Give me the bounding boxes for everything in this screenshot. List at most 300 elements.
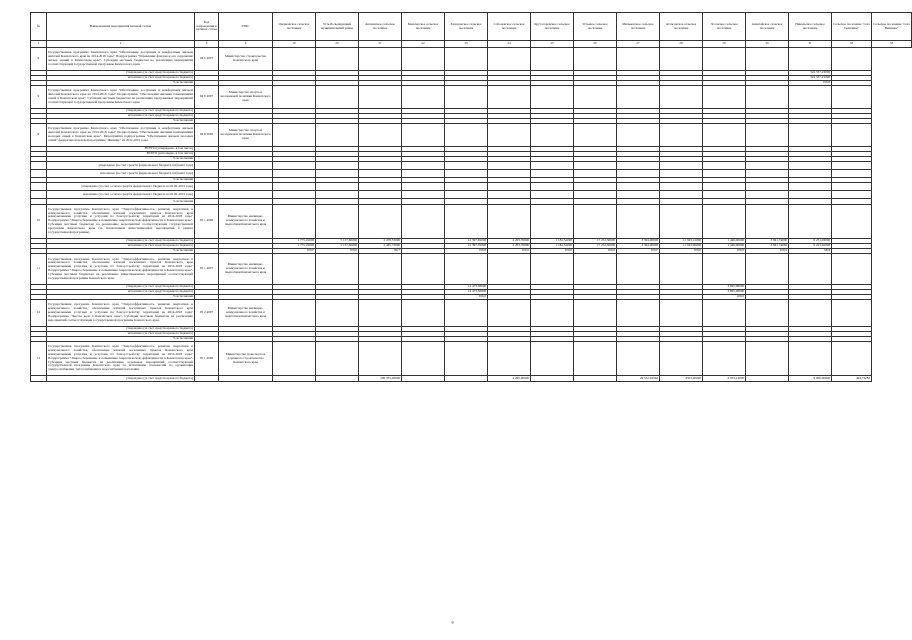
value-cell	[789, 170, 832, 178]
value-cell	[574, 300, 617, 326]
program-description: Государственная программа Камчатского края "Энергоэффективность, развитие энергетики и коммунального хозяйства, обеспечение жителей населенных пунктов Камчатского края коммунальными услугами и услугами по благоустройству территорий на 2014-2018 годы" Подпрограмма "Энергосбережение и повышение энергетической эффективности в Камчатском крае". Субсидии местным бюджетам на реализацию отдельных мероприятий соответствующей государственной программы Камчатского края по исполнению полномочий по организации электроснабжения, теплоснабжения и водоснабжения населения.	[47, 342, 195, 376]
value-cell	[617, 300, 660, 326]
program-row	[31, 342, 912, 376]
grbs-name: Министерство жилищно-коммунального хозяйства и энергетики Камчатского края	[219, 300, 273, 326]
value-cell	[531, 254, 574, 284]
target-code: 04 6 5020	[195, 124, 219, 147]
grbs-name: Министерство транспорта и дорожного строительства Камчатского края	[219, 342, 273, 376]
value-cell	[402, 204, 445, 238]
page-number: 9	[451, 620, 454, 625]
value-cell: 12 397,76000	[445, 243, 488, 248]
value-cell	[617, 48, 660, 71]
value-cell	[402, 254, 445, 284]
value-cell: 1 182,52000	[531, 243, 574, 248]
column-header: Озерновское сельское поселение	[273, 13, 316, 41]
value-cell	[832, 162, 872, 170]
value-cell: 14 473,58000	[445, 289, 488, 294]
value-cell: 11 943,00000	[660, 243, 703, 248]
program-row	[31, 300, 912, 326]
column-header: Кавалерское сельское поселение	[402, 13, 445, 41]
indicator-row	[31, 376, 912, 381]
indicator-label: утверждено (за счет средств краевого бюджета)	[47, 326, 195, 331]
value-cell: 17 252,36000	[574, 238, 617, 243]
column-number: 32	[832, 41, 872, 48]
value-cell	[746, 48, 789, 71]
value-cell	[359, 342, 402, 376]
program-description: Государственная программа Камчатского края "Обеспечение доступным и комфортным жильем жителей Камчатского края на 2014-2018 годы" Подпрограмма "Управление фондом и его сохранение жилых зданий в Камчатском крае". Субсидии местным бюджетам на реализацию мероприятий соответствующей государственной программы Камчатского края.	[47, 48, 195, 71]
column-number: 25	[531, 41, 574, 48]
value-cell	[359, 162, 402, 170]
value-cell	[316, 162, 359, 170]
value-cell	[660, 170, 703, 178]
value-cell: 2 203,76000	[488, 243, 531, 248]
value-cell	[703, 170, 746, 178]
value-cell	[832, 48, 872, 71]
column-number: 27	[617, 41, 660, 48]
value-cell: 3 394,00000	[617, 238, 660, 243]
value-cell	[617, 204, 660, 238]
column-number: 28	[660, 41, 703, 48]
value-cell	[746, 86, 789, 109]
empty-cell	[219, 162, 273, 170]
value-cell	[617, 342, 660, 376]
value-cell: 1 775,19000	[273, 243, 316, 248]
indicator-label: % исполнения	[47, 294, 195, 299]
value-cell	[531, 342, 574, 376]
value-cell	[789, 191, 832, 199]
value-cell	[703, 300, 746, 326]
indicator-label: % исполнения	[47, 178, 195, 183]
value-cell	[574, 170, 617, 178]
value-cell	[488, 342, 531, 376]
column-header: Никольское сельское поселение	[789, 13, 832, 41]
column-header: Устьевое сельское поселение	[574, 13, 617, 41]
value-cell	[789, 254, 832, 284]
value-cell	[746, 191, 789, 199]
value-cell	[660, 162, 703, 170]
value-cell	[703, 204, 746, 238]
value-cell	[445, 162, 488, 170]
grbs-name: Министерство спорта и молодежной политики Камчатского края	[219, 86, 273, 109]
program-row	[31, 204, 912, 238]
column-number-row	[31, 41, 912, 48]
value-cell: 2 465,73000	[359, 243, 402, 248]
value-cell	[445, 204, 488, 238]
value-cell	[273, 170, 316, 178]
value-cell	[574, 342, 617, 376]
value-cell	[273, 204, 316, 238]
value-cell	[402, 124, 445, 147]
value-cell	[574, 162, 617, 170]
value-cell	[316, 254, 359, 284]
column-header: Эссовское сельское поселение	[703, 13, 746, 41]
grbs-name: Министерство строительства Камчатского края	[219, 48, 273, 71]
program-row	[31, 124, 912, 147]
value-cell	[316, 204, 359, 238]
value-cell: 99,6	[789, 249, 832, 254]
value-cell	[531, 124, 574, 147]
value-cell	[789, 183, 832, 191]
value-cell: 14 473,58000	[445, 284, 488, 289]
value-cell	[316, 124, 359, 147]
value-cell	[273, 183, 316, 191]
value-cell	[660, 124, 703, 147]
indicator-label: утверждено (за счет средств краевого бюджета)	[47, 70, 195, 75]
value-cell	[359, 48, 402, 71]
value-cell	[531, 376, 574, 381]
empty-cell	[31, 376, 47, 381]
value-cell: 99,7	[359, 249, 402, 254]
column-header: №	[31, 13, 47, 41]
value-cell	[531, 86, 574, 109]
value-cell: 12 397,65000	[445, 238, 488, 243]
value-cell: 100,0	[445, 249, 488, 254]
program-row	[31, 48, 912, 71]
value-cell	[832, 191, 872, 199]
value-cell	[316, 376, 359, 381]
value-cell: 3 895,98000	[703, 289, 746, 294]
target-code: 05 1 4006	[195, 204, 219, 238]
value-cell	[531, 300, 574, 326]
value-cell: 100,0	[488, 249, 531, 254]
indicator-row	[31, 170, 912, 178]
value-cell: 3 841,74000	[746, 243, 789, 248]
indicator-label: % исполнения	[47, 336, 195, 341]
value-cell: 2 203,76000	[488, 238, 531, 243]
value-cell	[617, 162, 660, 170]
value-cell	[617, 183, 660, 191]
value-cell: 100,0	[789, 80, 832, 85]
value-cell	[746, 204, 789, 238]
value-cell	[273, 191, 316, 199]
column-number: 21	[359, 41, 402, 48]
column-number: 29	[703, 41, 746, 48]
value-cell	[359, 204, 402, 238]
value-cell: 494,73282	[832, 376, 872, 381]
value-cell: 200 355,28000	[359, 376, 402, 381]
value-cell	[488, 48, 531, 71]
value-cell	[359, 124, 402, 147]
column-number: 22	[402, 41, 445, 48]
target-code: 05 1 4006	[195, 342, 219, 376]
value-cell	[316, 300, 359, 326]
value-cell: 324 557,23000	[789, 75, 832, 80]
value-cell	[703, 124, 746, 147]
indicator-label: исполнено (за счет остатка средств федерального бюджета на 01.01.2015 года)	[47, 191, 195, 199]
row-number: 9	[31, 124, 47, 147]
value-cell	[273, 48, 316, 71]
value-cell	[703, 86, 746, 109]
value-cell	[660, 342, 703, 376]
value-cell	[445, 342, 488, 376]
value-cell	[316, 183, 359, 191]
column-header: Крутогоровское сельское поселение	[531, 13, 574, 41]
value-cell	[832, 254, 872, 284]
column-number: 33	[872, 41, 912, 48]
column-number: 30	[746, 41, 789, 48]
program-description: Государственная программа Камчатского края "Обеспечение доступным и комфортным жильем жителей Камчатского края на 2014-2018 годы" Подпрограмма "Обеспечение жилыми помещениями семей в Камчатском крае". Субсидии местным бюджетам на реализацию программных мероприятий соответствующей государственной программы Камчатского края.	[47, 86, 195, 109]
column-header: Соболевское сельское поселение	[488, 13, 531, 41]
value-cell	[574, 254, 617, 284]
value-cell: 100,0	[445, 294, 488, 299]
value-cell	[402, 170, 445, 178]
value-cell: 100,0	[703, 249, 746, 254]
value-cell	[832, 86, 872, 109]
column-number: 19	[273, 41, 316, 48]
indicator-label: исполнено (за счет средств краевого бюджета)	[47, 113, 195, 118]
value-cell	[660, 254, 703, 284]
value-cell	[574, 48, 617, 71]
indicator-label: % исполнения	[47, 249, 195, 254]
value-cell	[617, 124, 660, 147]
value-cell: 100,0	[273, 249, 316, 254]
value-cell: 5 137,60000	[316, 243, 359, 248]
value-cell	[402, 342, 445, 376]
value-cell	[402, 48, 445, 71]
value-cell	[445, 183, 488, 191]
value-cell: 2 478,53000	[359, 238, 402, 243]
empty-cell	[195, 170, 219, 178]
value-cell	[359, 300, 402, 326]
value-cell	[359, 170, 402, 178]
value-cell	[273, 254, 316, 284]
value-cell: 2 053,14000	[703, 376, 746, 381]
value-cell	[703, 162, 746, 170]
value-cell	[488, 162, 531, 170]
indicator-label: утверждено (за счет средств краевого бюджета)	[47, 284, 195, 289]
value-cell	[832, 204, 872, 238]
column-number: 4	[219, 41, 273, 48]
report-sheet	[30, 12, 910, 382]
value-cell	[316, 86, 359, 109]
column-header: Мильковское сельское поселение	[617, 13, 660, 41]
indicator-label: утверждено (за счет остатка средств федерального бюджета на 01.01.2015 года)	[47, 183, 195, 191]
value-cell	[316, 342, 359, 376]
value-cell	[746, 183, 789, 191]
value-cell	[574, 376, 617, 381]
value-cell	[746, 254, 789, 284]
value-cell	[574, 191, 617, 199]
value-cell	[445, 48, 488, 71]
program-description: Государственная программа Камчатского края "Энергоэффективность, развитие энергетики и коммунального хозяйства, обеспечение жителей населенных пунктов Камчатского края коммунальными услугами и услугами по благоустройству территорий на 2014-2018 годы" Подпрограмма "Энергосбережение и повышение энергетической эффективности в Камчатском крае". Субсидии местным бюджетам на реализацию инвестиционных мероприятий соответствующей государственной программы Камчатского края.	[47, 254, 195, 284]
empty-cell	[31, 183, 47, 191]
value-cell: 9 000,00000	[789, 376, 832, 381]
value-cell: 3 895,98000	[703, 284, 746, 289]
value-cell: 100,0	[617, 249, 660, 254]
value-cell	[789, 300, 832, 326]
column-number: 26	[574, 41, 617, 48]
value-cell	[488, 124, 531, 147]
value-cell	[660, 300, 703, 326]
column-number: 31	[789, 41, 832, 48]
value-cell	[316, 170, 359, 178]
column-header: Наименование мероприятия целевой статьи	[47, 13, 195, 41]
indicator-label: исполнено (за счет средств краевого бюджета)	[47, 331, 195, 336]
empty-cell	[195, 191, 219, 199]
value-cell	[746, 170, 789, 178]
value-cell	[832, 170, 872, 178]
value-cell: 324 557,23000	[789, 70, 832, 75]
grbs-name: Министерство спорта и молодежной политики Камчатского края	[219, 124, 273, 147]
empty-cell	[31, 191, 47, 199]
value-cell	[488, 170, 531, 178]
value-cell	[832, 183, 872, 191]
value-cell	[703, 191, 746, 199]
row-number: 13	[31, 342, 47, 376]
value-cell	[445, 254, 488, 284]
empty-cell	[195, 183, 219, 191]
row-number: 9	[31, 86, 47, 109]
value-cell	[359, 183, 402, 191]
value-cell	[488, 86, 531, 109]
value-cell	[746, 300, 789, 326]
indicator-label: ВСЕГО (утверждено, в том числе)	[47, 146, 195, 151]
value-cell	[832, 300, 872, 326]
indicator-label: % исполнения	[47, 80, 195, 85]
value-cell: 3 394,00000	[617, 243, 660, 248]
value-cell: 11 943,12000	[660, 238, 703, 243]
empty-cell	[195, 376, 219, 381]
value-cell: 100,0	[531, 249, 574, 254]
value-cell: 100,0	[316, 249, 359, 254]
header-row	[31, 13, 912, 41]
column-header: Анавгайское сельское поселение	[746, 13, 789, 41]
value-cell	[574, 204, 617, 238]
column-number: 20	[316, 41, 359, 48]
value-cell	[746, 162, 789, 170]
indicator-label: утверждено (за счет средств краевого бюджета)	[47, 238, 195, 243]
value-cell	[445, 170, 488, 178]
value-cell	[531, 204, 574, 238]
value-cell	[660, 183, 703, 191]
value-cell	[402, 183, 445, 191]
value-cell	[402, 86, 445, 109]
value-cell	[660, 48, 703, 71]
value-cell	[703, 342, 746, 376]
value-cell: 4 200,00000	[488, 376, 531, 381]
target-code: 04 5 4007	[195, 48, 219, 71]
value-cell	[359, 191, 402, 199]
indicator-label: исполнено (за счет средств краевого бюджета)	[47, 75, 195, 80]
indicator-label: исполнено (за счет средств федерального бюджета текущего года)	[47, 170, 195, 178]
value-cell: 1 182,52000	[531, 238, 574, 243]
value-cell	[402, 162, 445, 170]
value-cell	[789, 204, 832, 238]
value-cell	[273, 342, 316, 376]
value-cell	[531, 48, 574, 71]
value-cell	[273, 86, 316, 109]
value-cell	[703, 254, 746, 284]
value-cell	[660, 191, 703, 199]
value-cell	[445, 376, 488, 381]
indicator-label: % исполнения	[47, 157, 195, 162]
column-header: ГРБС	[219, 13, 273, 41]
value-cell	[531, 162, 574, 170]
indicator-label: утверждено (за счет средств краевого бюджета)	[47, 108, 195, 113]
value-cell	[617, 254, 660, 284]
value-cell: 100,0	[746, 249, 789, 254]
value-cell	[574, 124, 617, 147]
budget-table	[30, 12, 912, 382]
row-number: 11	[31, 254, 47, 284]
program-row	[31, 254, 912, 284]
value-cell	[402, 376, 445, 381]
value-cell	[617, 170, 660, 178]
empty-cell	[195, 162, 219, 170]
row-number: 9	[31, 48, 47, 71]
indicator-row	[31, 191, 912, 199]
value-cell	[789, 86, 832, 109]
program-description: Государственная программа Камчатского края "Энергоэффективность, развитие энергетики и коммунального хозяйства, обеспечение жителей населенных пунктов Камчатского края коммунальными услугами и услугами по благоустройству территорий на 2014-2018 годы" Подпрограмма "Энергосбережение и повышение энергетической эффективности в Камчатском крае". Субсидии местным бюджетам на реализацию мероприятий соответствующей государственной программы Камчатского края (за исключением инвестиционных мероприятий в рамках государственной программы).	[47, 204, 195, 238]
value-cell: 1 446,00000	[703, 238, 746, 243]
column-header: Апачинское сельское поселение	[359, 13, 402, 41]
value-cell	[832, 124, 872, 147]
value-cell	[789, 342, 832, 376]
empty-cell	[219, 170, 273, 178]
value-cell	[488, 204, 531, 238]
value-cell	[531, 183, 574, 191]
value-cell	[273, 162, 316, 170]
value-cell: 3 841,74000	[746, 238, 789, 243]
value-cell	[746, 342, 789, 376]
empty-cell	[31, 162, 47, 170]
value-cell	[574, 183, 617, 191]
value-cell: 4503,00000	[660, 376, 703, 381]
value-cell: 1 775,19000	[273, 238, 316, 243]
value-cell	[445, 124, 488, 147]
column-header: Сельское поселение "село Тиличики"	[832, 13, 872, 41]
indicator-row	[31, 183, 912, 191]
indicator-label: % исполнения	[47, 118, 195, 123]
value-cell	[660, 86, 703, 109]
value-cell	[789, 124, 832, 147]
column-number: 3	[195, 41, 219, 48]
value-cell	[316, 48, 359, 71]
value-cell	[488, 254, 531, 284]
column-header: Атласовское сельское поселение	[660, 13, 703, 41]
value-cell: 6 251,03000	[789, 238, 832, 243]
value-cell	[273, 124, 316, 147]
value-cell	[273, 300, 316, 326]
value-cell	[660, 204, 703, 238]
value-cell	[789, 162, 832, 170]
value-cell: 6 223,92000	[789, 243, 832, 248]
indicator-label: ВСЕГО (исполнено, в том числе)	[47, 151, 195, 156]
program-description: Государственная программа Камчатского края "Энергоэффективность, развитие энергетики и коммунального хозяйства, обеспечение жителей населенных пунктов Камчатского края коммунальными услугами и услугами по благоустройству территорий на 2014-2018 годы" Подпрограмма "Чистая вода в Камчатском крае". Субсидии местным бюджетам на реализацию мероприятий соответствующей государственной программы Камчатского края.	[47, 300, 195, 326]
value-cell	[359, 86, 402, 109]
column-header: Запорожское сельское поселение	[445, 13, 488, 41]
value-cell	[703, 183, 746, 191]
value-cell	[488, 183, 531, 191]
column-header: Код направления в целевой статье	[195, 13, 219, 41]
grbs-name: Министерство жилищно-коммунального хозяйства и энергетики Камчатского края	[219, 254, 273, 284]
value-cell	[574, 86, 617, 109]
target-code: 04 6 4007	[195, 86, 219, 109]
value-cell	[789, 48, 832, 71]
value-cell	[488, 191, 531, 199]
value-cell	[746, 376, 789, 381]
program-row	[31, 86, 912, 109]
value-cell	[617, 191, 660, 199]
value-cell: 1 446,00000	[703, 243, 746, 248]
value-cell	[445, 300, 488, 326]
empty-cell	[219, 183, 273, 191]
value-cell	[445, 191, 488, 199]
value-cell	[402, 300, 445, 326]
empty-cell	[31, 170, 47, 178]
value-cell	[531, 191, 574, 199]
indicator-label: % исполнения	[47, 199, 195, 204]
